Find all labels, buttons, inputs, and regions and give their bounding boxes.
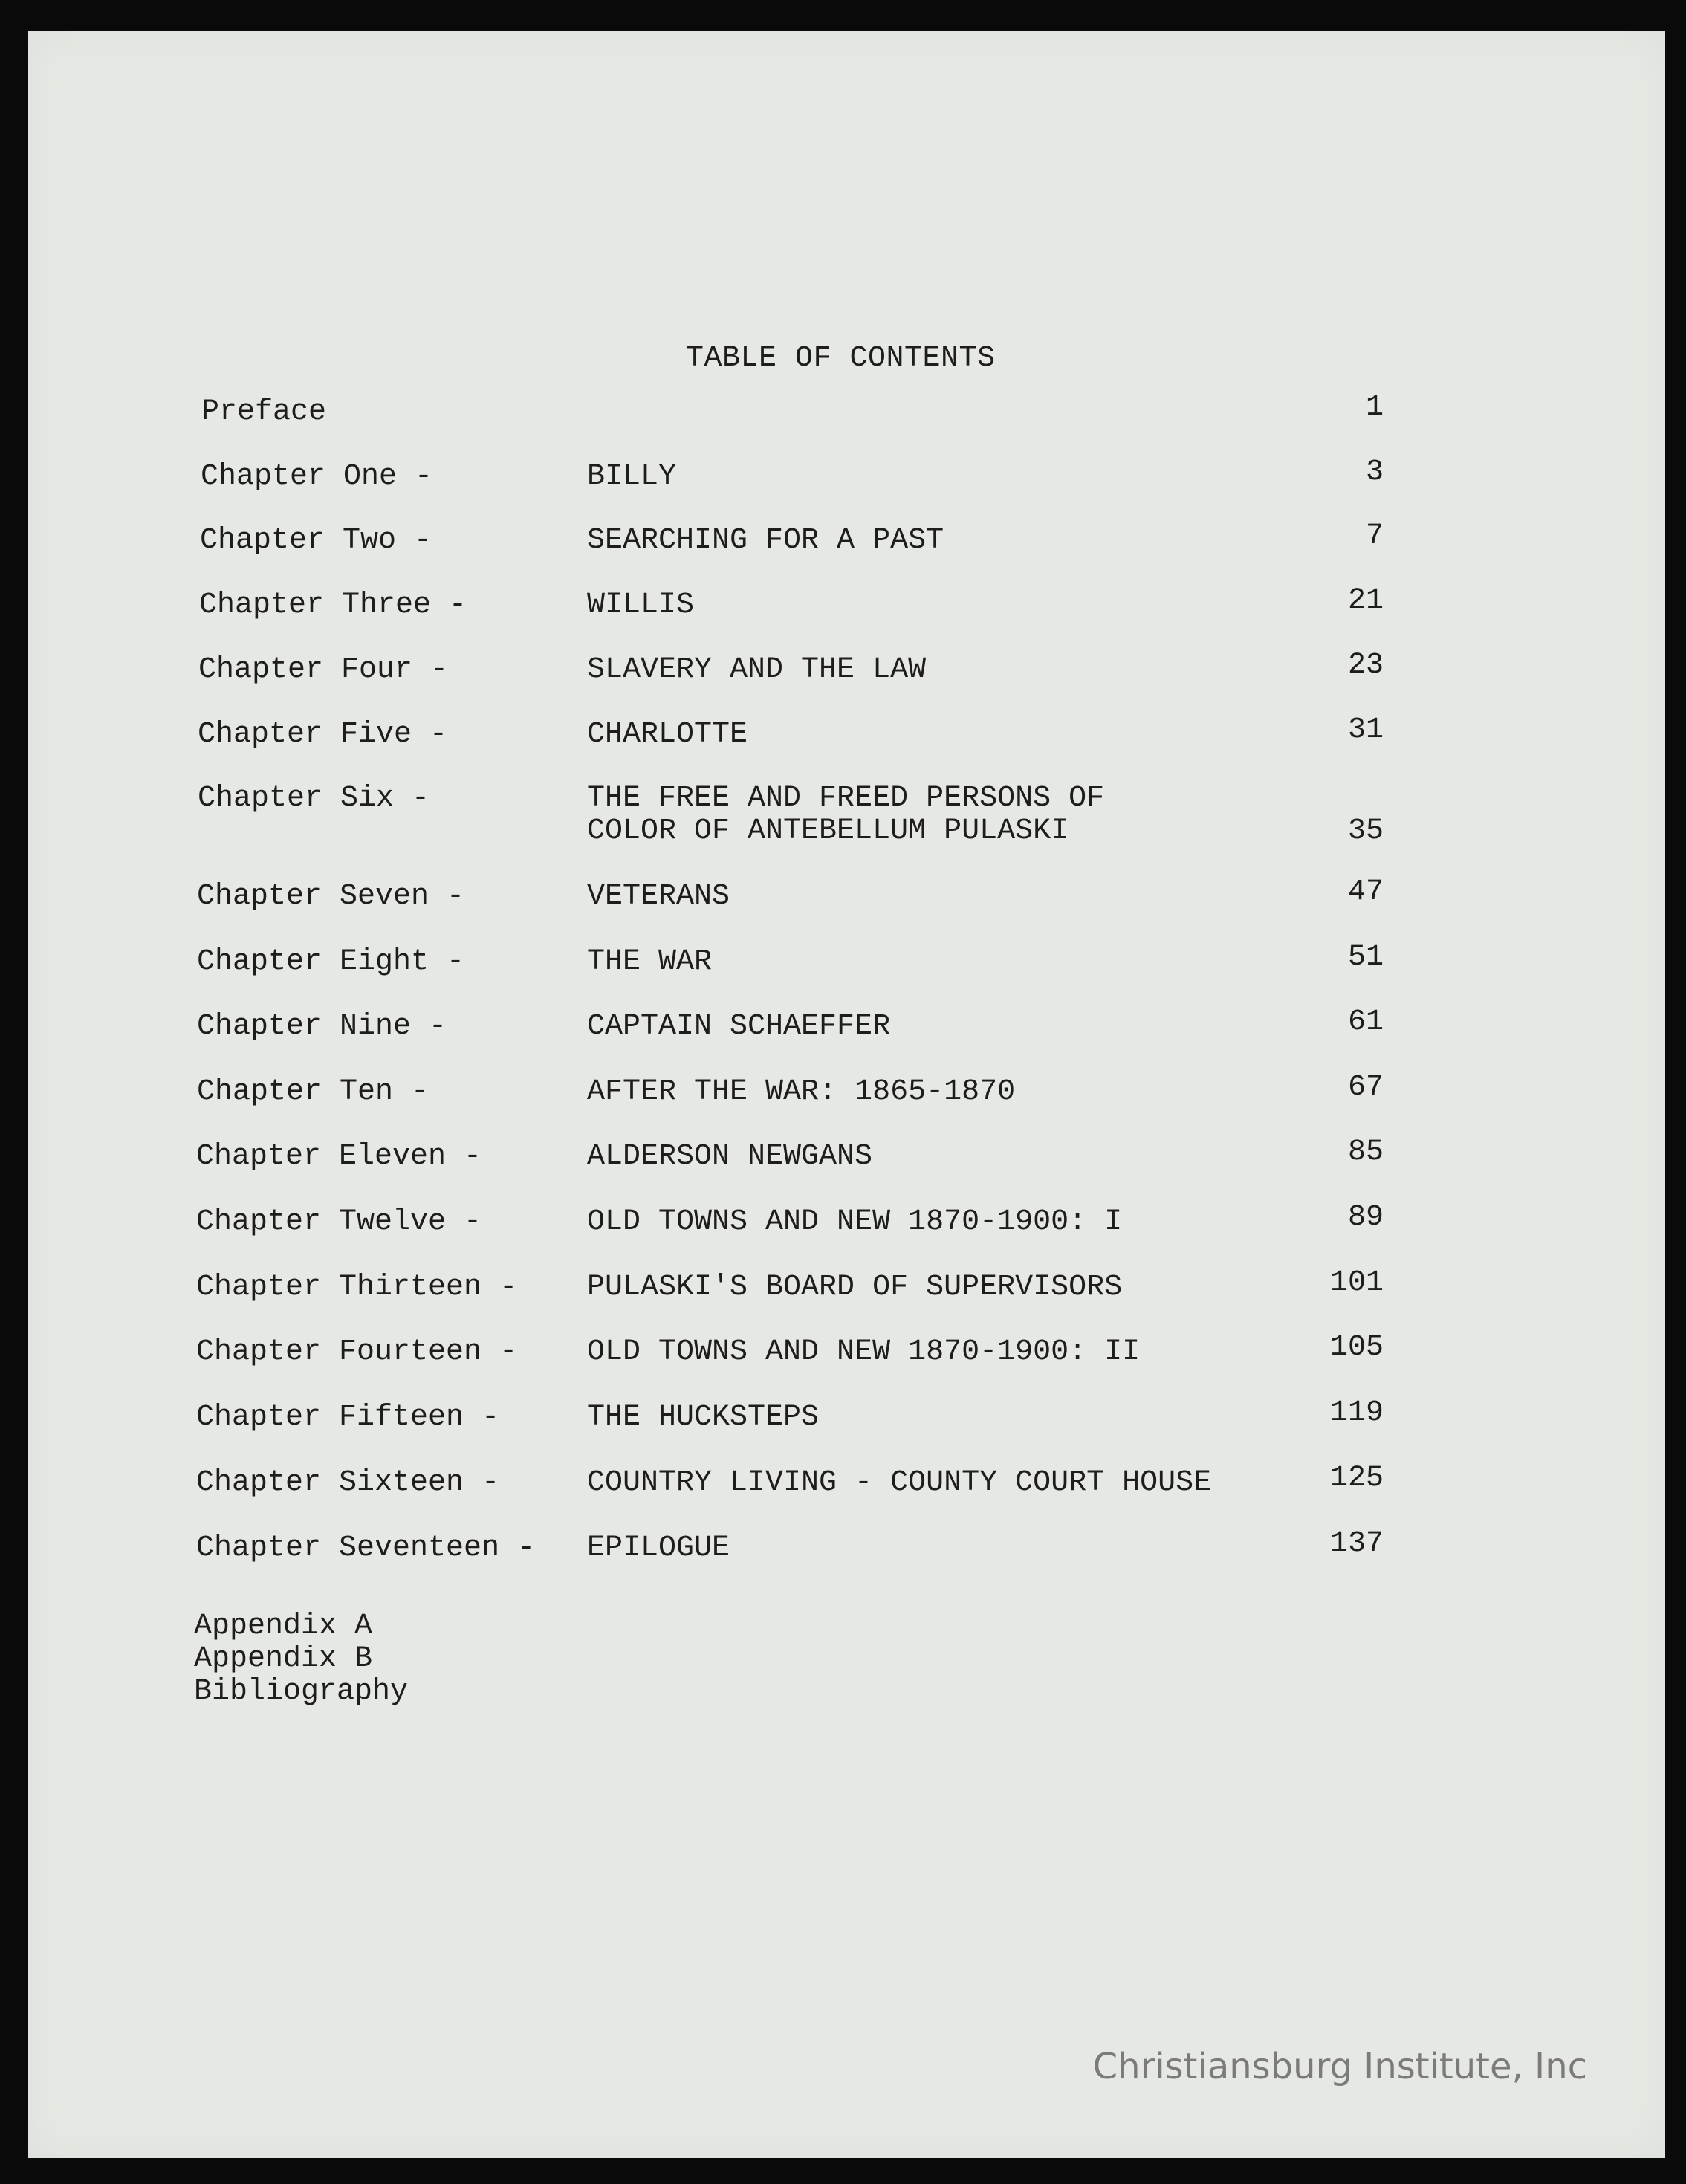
toc-chapter-title-line: THE WAR [587,945,713,979]
toc-chapter-label: Chapter Ten - [197,1075,429,1109]
toc-page-number: 67 [1347,1071,1384,1104]
toc-entry [196,1396,1384,1436]
toc-chapter-title-line: THE FREE AND FREED PERSONS OF [587,782,1105,815]
toc-chapter-title [587,1336,1140,1369]
toc-chapter-title [587,881,730,913]
toc-chapter-title-line: SEARCHING FOR A PAST [587,524,944,557]
toc-chapter-title [587,1532,730,1565]
toc-page-number: 101 [1329,1266,1384,1300]
toc-page-number: 21 [1347,584,1384,618]
toc-chapter-title [587,1141,872,1173]
toc-entry [198,713,1384,753]
toc-chapter-label: Chapter Five - [198,718,448,751]
appendix-item: Bibliography [194,1675,409,1708]
appendix-list [194,1610,408,1708]
toc-chapter-label: Chapter Nine - [197,1010,447,1043]
toc-chapter-title-line: COLOR OF ANTEBELLUM PULASKI [587,814,1069,848]
toc-chapter-title [587,1402,819,1434]
toc-page-number: 51 [1347,941,1384,974]
toc-chapter-title-line: THE HUCKSTEPS [587,1401,820,1434]
toc-chapter-title-line: CAPTAIN SCHAEFFER [587,1010,891,1043]
toc-entry [196,1135,1384,1175]
toc-chapter-title-line: SLAVERY AND THE LAW [587,653,927,687]
toc-chapter-title [587,946,712,979]
toc-entry [201,391,1384,430]
toc-chapter-label: Chapter Twelve - [196,1205,482,1239]
toc-entry [197,1071,1384,1110]
toc-entry [196,1331,1384,1370]
toc-entry [198,649,1384,688]
toc-chapter-label: Preface [201,395,327,429]
toc-chapter-title [587,461,676,493]
toc-chapter-title [587,719,748,751]
toc-page-number: 35 [1347,814,1384,848]
toc-entry [201,456,1384,495]
toc-chapter-title-line: OLD TOWNS AND NEW 1870-1900: II [587,1335,1141,1369]
toc-page-number: 105 [1329,1331,1384,1364]
toc-page-number: 125 [1329,1462,1384,1495]
appendix-item: Appendix A [194,1610,373,1643]
toc-chapter-label: Chapter Fourteen - [196,1335,518,1369]
toc-chapter-title [587,1467,1211,1500]
document-page [28,31,1665,2158]
toc-entry [196,1201,1384,1240]
toc-page-number: 89 [1347,1201,1384,1234]
toc-chapter-label: Chapter Two - [200,524,432,557]
toc-page-number: 119 [1329,1396,1384,1430]
toc-page-number: 7 [1365,519,1384,553]
toc-chapter-title-line: ALDERSON NEWGANS [587,1140,873,1173]
toc-page-number: 3 [1365,456,1384,489]
toc-title: TABLE OF CONTENTS [686,342,996,375]
toc-chapter-title-line: COUNTRY LIVING - COUNTY COURT HOUSE [587,1466,1212,1500]
toc-page-number: 47 [1347,875,1384,909]
toc-entry [196,1266,1384,1306]
toc-page-number: 31 [1347,713,1384,747]
toc-chapter-title-line: PULASKI'S BOARD OF SUPERVISORS [587,1271,1123,1304]
toc-entry [196,1527,1384,1566]
toc-page-number: 23 [1347,649,1384,682]
toc-chapter-title [587,589,694,622]
toc-entry [197,1005,1384,1045]
toc-chapter-label: Chapter Thirteen - [196,1271,518,1304]
watermark: Christiansburg Institute, Inc [1092,2046,1587,2087]
toc-chapter-title [587,1271,1122,1304]
toc-entry [197,875,1384,915]
toc-chapter-title-line: BILLY [587,460,677,493]
toc-entry [197,941,1384,980]
toc-chapter-label: Chapter Seventeen - [196,1532,536,1565]
toc-chapter-label: Chapter Four - [198,653,449,687]
toc-page-number: 137 [1329,1527,1384,1561]
toc-chapter-title-line: EPILOGUE [587,1532,730,1565]
toc-chapter-label: Chapter Eight - [197,945,465,979]
toc-chapter-label: Chapter Three - [199,589,467,622]
toc-entry [198,782,1384,849]
toc-chapter-title [587,525,944,557]
toc-chapter-title [587,1076,1015,1109]
toc-page-number: 61 [1347,1005,1384,1039]
toc-chapter-title [587,1206,1122,1239]
toc-chapter-label: Chapter Six - [198,782,430,815]
toc-chapter-title-line: VETERANS [587,880,730,913]
toc-chapter-label: Chapter One - [201,460,433,493]
toc-chapter-label: Chapter Fifteen - [196,1401,500,1434]
toc-chapter-title [587,654,926,687]
toc-chapter-label: Chapter Sixteen - [196,1466,500,1500]
appendix-item: Appendix B [194,1642,373,1676]
toc-chapter-title [587,782,1104,848]
toc-chapter-title-line: CHARLOTTE [587,718,748,751]
toc-chapter-label: Chapter Seven - [197,880,465,913]
toc-chapter-title-line: OLD TOWNS AND NEW 1870-1900: I [587,1205,1123,1239]
toc-page-number: 1 [1365,391,1384,424]
toc-page-number: 85 [1347,1135,1384,1169]
toc-chapter-title [587,1011,890,1043]
toc-chapter-title-line: AFTER THE WAR: 1865-1870 [587,1075,1016,1109]
toc-entry [196,1462,1384,1501]
toc-chapter-title-line: WILLIS [587,589,695,622]
toc-entry [200,519,1384,559]
toc-entry [199,584,1384,623]
toc-chapter-label: Chapter Eleven - [196,1140,482,1173]
